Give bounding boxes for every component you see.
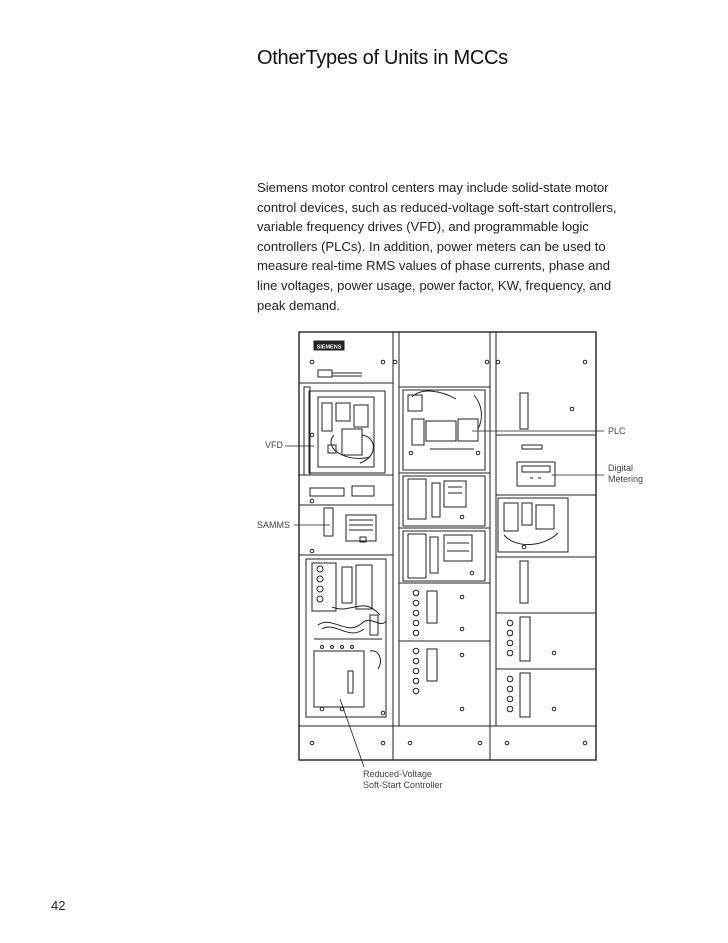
paragraph-line: controllers (PLCs). In addition, power meters can be used to — [257, 238, 606, 254]
soft-start-controller-label — [363, 769, 443, 791]
siemens-brand-label: SIEMENS — [316, 344, 342, 351]
intro-paragraph — [257, 178, 657, 315]
paragraph-line: line voltages, power usage, power factor, KW, frequency, and — [257, 277, 612, 293]
paragraph-line: peak demand. — [257, 297, 340, 313]
soft-start-line: Soft-Start Controller — [363, 780, 443, 790]
samms-label: SAMMS — [257, 520, 291, 530]
plc-label: PLC — [608, 426, 626, 436]
paragraph-line: measure real-time RMS values of phase currents, phase and — [257, 258, 610, 274]
digital-metering-line: Digital — [608, 463, 634, 473]
soft-start-line: Reduced-Voltage — [363, 769, 433, 779]
digital-metering-label — [608, 463, 643, 485]
paragraph-line: control devices, such as reduced-voltage soft-start controllers, — [257, 199, 617, 215]
mcc-illustration — [252, 325, 672, 800]
vfd-label: VFD — [265, 440, 283, 450]
digital-metering-line: Metering — [608, 474, 644, 484]
page-title: OtherTypes of Units in MCCs — [257, 47, 508, 69]
mcc-drawing — [252, 325, 672, 800]
paragraph-line: variable frequency drives (VFD), and programmable logic — [257, 219, 589, 235]
paragraph-line: Siemens motor control centers may include solid-state motor — [257, 180, 609, 195]
page-number: 42 — [51, 898, 66, 913]
